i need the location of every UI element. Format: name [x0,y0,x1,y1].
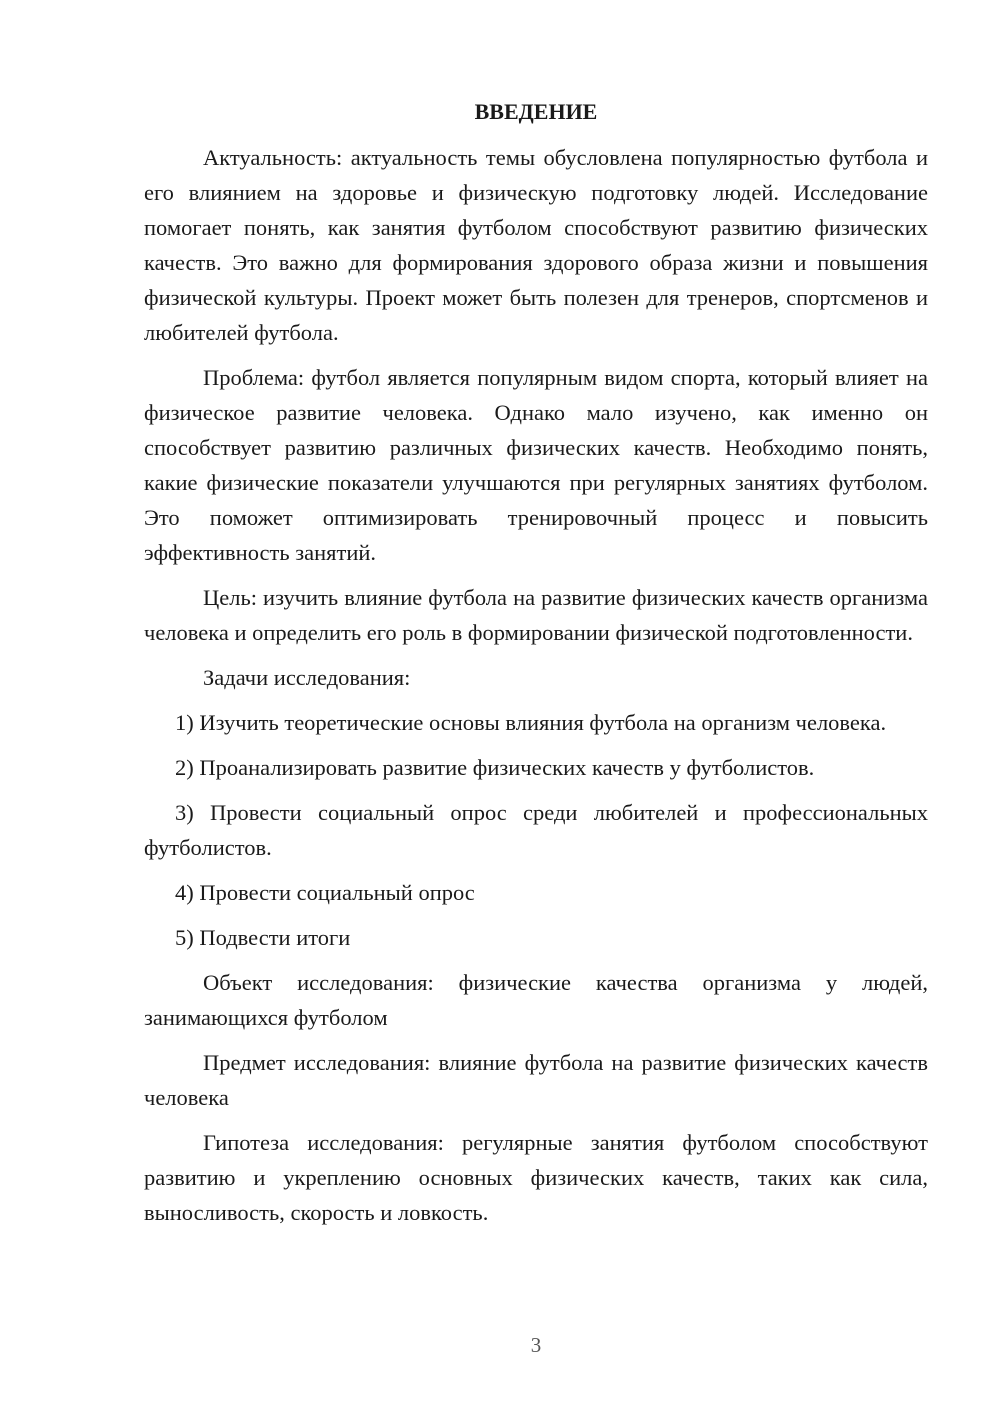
task-item-1: 1) Изучить теоретические основы влияния футбола на организм человека. [175,710,887,735]
tasks-heading: Задачи исследования: [203,665,411,690]
task-item-5: 5) Подвести итоги [175,925,351,950]
section-heading: ВВЕДЕНИЕ [474,99,598,124]
goal-paragraph: Цель: изучить влияние футбола на развитие физических качеств организма человека и определить его роль в формировании физической подготовленности. [144,585,928,645]
document-body [144,94,928,1240]
relevance-paragraph: Актуальность: актуальность темы обусловлена популярностью футбола и его влиянием на здоровье и физическую подготовку людей. Исследование помогает понять, как занятия футболом способствуют развитию физических качеств. Это важно для формирования здорового образа жизни и повышения физической культуры. Проект может быть полезен для тренеров, спортсменов и любителей футбола. [144,145,928,345]
page-number: 3 [530,1333,542,1357]
task-item-2: 2) Проанализировать развитие физических качеств у футболистов. [175,755,815,780]
subject-paragraph: Предмет исследования: влияние футбола на развитие физических качеств человека [144,1050,928,1110]
task-item-3: 3) Провести социальный опрос среди любителей и профессиональных футболистов. [144,800,928,860]
object-paragraph: Объект исследования: физические качества организма у людей, занимающихся футболом [144,970,928,1030]
hypothesis-paragraph: Гипотеза исследования: регулярные занятия футболом способствуют развитию и укреплению основных физических качеств, таких как сила, выносливость, скорость и ловкость. [144,1130,928,1225]
problem-paragraph: Проблема: футбол является популярным видом спорта, который влияет на физическое развитие человека. Однако мало изучено, как именно он способствует развитию различных физических качеств. Необходимо понять, какие физические показатели улучшаются при регулярных занятиях футболом. Это поможет оптимизировать тренировочный процесс и повысить эффективность занятий. [144,365,928,565]
task-item-4: 4) Провести социальный опрос [175,880,475,905]
